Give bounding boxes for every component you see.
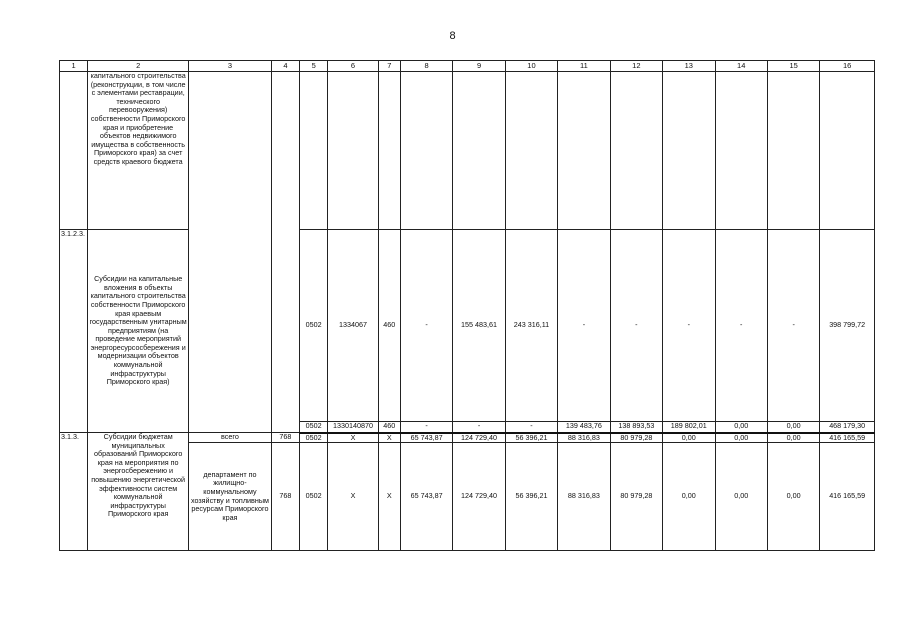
table-cell: 65 743,87 bbox=[400, 433, 452, 443]
table-cell: 0,00 bbox=[767, 443, 819, 551]
header-cell: 8 bbox=[400, 61, 452, 72]
row-code: 3.1.3. bbox=[60, 433, 88, 551]
table-cell bbox=[767, 72, 819, 230]
table-cell: 0,00 bbox=[715, 422, 767, 433]
table-cell: 1334067 bbox=[328, 230, 378, 422]
header-cell: 6 bbox=[328, 61, 378, 72]
table-cell: 0502 bbox=[300, 433, 328, 443]
table-cell: 80 979,28 bbox=[610, 433, 662, 443]
header-cell: 4 bbox=[271, 61, 299, 72]
table-cell: 460 bbox=[378, 230, 400, 422]
table-cell: 80 979,28 bbox=[610, 443, 662, 551]
header-cell: 5 bbox=[300, 61, 328, 72]
table-cell: X bbox=[378, 433, 400, 443]
table-cell bbox=[328, 72, 378, 230]
table-cell: 0502 bbox=[300, 443, 328, 551]
header-cell: 13 bbox=[663, 61, 715, 72]
table-cell bbox=[663, 72, 715, 230]
table-cell: 468 179,30 bbox=[820, 422, 875, 433]
table-cell: 65 743,87 bbox=[400, 443, 452, 551]
table-cell: X bbox=[378, 443, 400, 551]
table-cell: 0502 bbox=[300, 422, 328, 433]
header-cell: 1 bbox=[60, 61, 88, 72]
table-cell: 0502 bbox=[300, 230, 328, 422]
table-cell: - bbox=[663, 230, 715, 422]
table-cell: 56 396,21 bbox=[505, 433, 557, 443]
table-cell bbox=[300, 72, 328, 230]
table-cell: 243 316,11 bbox=[505, 230, 557, 422]
table-cell: 1330140870 bbox=[328, 422, 378, 433]
row-code bbox=[60, 72, 88, 230]
table-cell: - bbox=[505, 422, 557, 433]
header-cell: 3 bbox=[189, 61, 272, 72]
row-executor: департамент по жилищно-коммунальному хозяйству и топливным ресурсам Приморского края bbox=[189, 443, 272, 551]
header-cell: 9 bbox=[453, 61, 505, 72]
table-cell: - bbox=[453, 422, 505, 433]
table-cell: 0,00 bbox=[663, 443, 715, 551]
table-cell: - bbox=[400, 422, 452, 433]
table-cell: 416 165,59 bbox=[820, 433, 875, 443]
row-executor: всего bbox=[189, 433, 272, 443]
table-cell: 56 396,21 bbox=[505, 443, 557, 551]
table-cell: - bbox=[610, 230, 662, 422]
table-cell: X bbox=[328, 433, 378, 443]
table-cell bbox=[453, 72, 505, 230]
table-cell: - bbox=[715, 230, 767, 422]
budget-table bbox=[59, 60, 875, 551]
header-cell: 16 bbox=[820, 61, 875, 72]
table-cell: - bbox=[400, 230, 452, 422]
table-cell: 768 bbox=[271, 433, 299, 443]
row-description: капитального строительства (реконструкции, в том числе с элементами реставрации, технического перевооружения) собственности Приморского края и приобретение объектов недвижимого имущества в собственность Приморского края) за счет средств краевого бюджета bbox=[88, 72, 189, 230]
table-cell: 460 bbox=[378, 422, 400, 433]
table-cell bbox=[558, 72, 610, 230]
table-cell: 88 316,83 bbox=[558, 443, 610, 551]
row-description: Субсидии на капитальные вложения в объекты капитального строительства собственности Приморского края краевым государственным унитарным предприятиям (на проведение мероприятий энергоресурсосбережения и модернизации объектов коммунальной инфраструктуры Приморского края) bbox=[88, 230, 189, 433]
table-cell bbox=[400, 72, 452, 230]
header-cell: 15 bbox=[767, 61, 819, 72]
table-cell bbox=[505, 72, 557, 230]
table-cell: 0,00 bbox=[715, 433, 767, 443]
table-cell: 0,00 bbox=[663, 433, 715, 443]
page-number: 8 bbox=[449, 30, 456, 42]
table-cell bbox=[820, 72, 875, 230]
table-cell bbox=[715, 72, 767, 230]
table-cell: - bbox=[558, 230, 610, 422]
row-grbs bbox=[271, 72, 299, 433]
table-cell: 768 bbox=[271, 443, 299, 551]
table-cell: 0,00 bbox=[715, 443, 767, 551]
table-cell: 139 483,76 bbox=[558, 422, 610, 433]
row-executor bbox=[189, 72, 272, 433]
table-row bbox=[60, 230, 875, 422]
table-cell: 124 729,40 bbox=[453, 443, 505, 551]
header-cell: 7 bbox=[378, 61, 400, 72]
header-cell: 14 bbox=[715, 61, 767, 72]
table-cell: 416 165,59 bbox=[820, 443, 875, 551]
row-code: 3.1.2.3. bbox=[60, 230, 88, 433]
table-cell: 124 729,40 bbox=[453, 433, 505, 443]
table-cell: 0,00 bbox=[767, 422, 819, 433]
table-cell: 88 316,83 bbox=[558, 433, 610, 443]
table-cell: 155 483,61 bbox=[453, 230, 505, 422]
table-cell: 398 799,72 bbox=[820, 230, 875, 422]
table-cell bbox=[610, 72, 662, 230]
header-cell: 10 bbox=[505, 61, 557, 72]
table-cell: - bbox=[767, 230, 819, 422]
table-cell: 138 893,53 bbox=[610, 422, 662, 433]
header-cell: 12 bbox=[610, 61, 662, 72]
table-row bbox=[60, 72, 875, 230]
row-description: Субсидии бюджетам муниципальных образований Приморского края на мероприятия по энергосбережению и повышению энергетической эффективности систем коммунальной инфраструктуры Приморского края bbox=[88, 433, 189, 551]
table-cell: 0,00 bbox=[767, 433, 819, 443]
header-cell: 2 bbox=[88, 61, 189, 72]
table-cell: 189 802,01 bbox=[663, 422, 715, 433]
table-row bbox=[60, 433, 875, 443]
table-cell bbox=[378, 72, 400, 230]
header-cell: 11 bbox=[558, 61, 610, 72]
header-row bbox=[60, 61, 875, 72]
table-cell: X bbox=[328, 443, 378, 551]
